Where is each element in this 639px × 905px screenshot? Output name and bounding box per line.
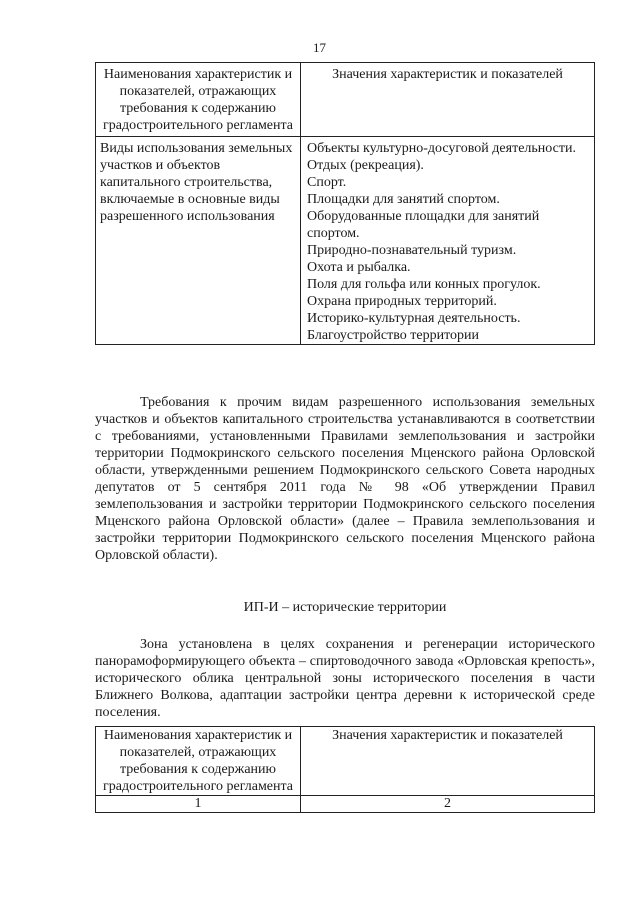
column-number-2: 2 <box>301 796 595 813</box>
row-usage-types-label: Виды использования земельных участков и объектов капитального строительства, включаемые в основные виды разрешенного использования <box>96 137 301 345</box>
table-row <box>96 137 595 345</box>
table-header-row <box>96 63 595 137</box>
list-item: Природно-познавательный туризм. <box>307 243 517 258</box>
list-item: Историко-культурная деятельность. <box>307 311 521 326</box>
list-item: Благоустройство территории <box>307 328 479 343</box>
column-number-1: 1 <box>96 796 301 813</box>
list-item: Площадки для занятий спортом. <box>307 192 500 207</box>
header-characteristics-values: Значения характеристик и показателей <box>301 63 595 137</box>
list-item: Спорт. <box>307 175 347 190</box>
column-number-row <box>96 796 595 813</box>
row-usage-types-values <box>301 137 595 345</box>
header-characteristics-name: Наименования характеристик и показателей, отражающих требования к содержанию градостроительного регламента <box>96 727 301 796</box>
list-item: Оборудованные площадки для занятий спортом. <box>307 209 540 241</box>
table-header-row <box>96 727 595 796</box>
body-paragraph-zone-purpose: Зона установлена в целях сохранения и регенерации исторического панорамоформирующего объекта – спиртоводочного завода «Орловская крепость», исторического облика центральной зоны исторического поселения в части Ближнего Волкова, адаптации застройки центра деревни к исторической среде поселения. <box>95 637 595 720</box>
body-paragraph-requirements: Требования к прочим видам разрешенного использования земельных участков и объектов капитального строительства устанавливаются в соответствии с требованиями, установленными Правилами землепользования и застройки территории Подмокринского сельского поселения Мценского района Орловской области, утвержденными решением Подмокринского сельского Совета народных депутатов от 5 сентября 2011 года № 98 «Об утверждении Правил землепользования и застройки территории Подмокринского сельского поселения Мценского района Орловской области» (далее – Правила землепользования и застройки территории Подмокринского сельского поселения Мценского района Орловской области). <box>95 395 595 563</box>
list-item: Поля для гольфа или конных прогулок. <box>307 277 541 292</box>
section-heading: ИП-И – исторические территории <box>243 600 447 615</box>
list-item: Охрана природных территорий. <box>307 294 497 309</box>
usage-types-list <box>307 140 590 344</box>
list-item: Объекты культурно-досуговой деятельности. <box>307 141 576 156</box>
header-characteristics-name: Наименования характеристик и показателей, отражающих требования к содержанию градостроительного регламента <box>96 63 301 137</box>
header-characteristics-values: Значения характеристик и показателей <box>301 727 595 796</box>
regulation-table-top <box>95 62 595 345</box>
list-item: Охота и рыбалка. <box>307 260 411 275</box>
page-number: 17 <box>313 40 326 55</box>
list-item: Отдых (рекреация). <box>307 158 424 173</box>
regulation-table-bottom <box>95 726 595 813</box>
